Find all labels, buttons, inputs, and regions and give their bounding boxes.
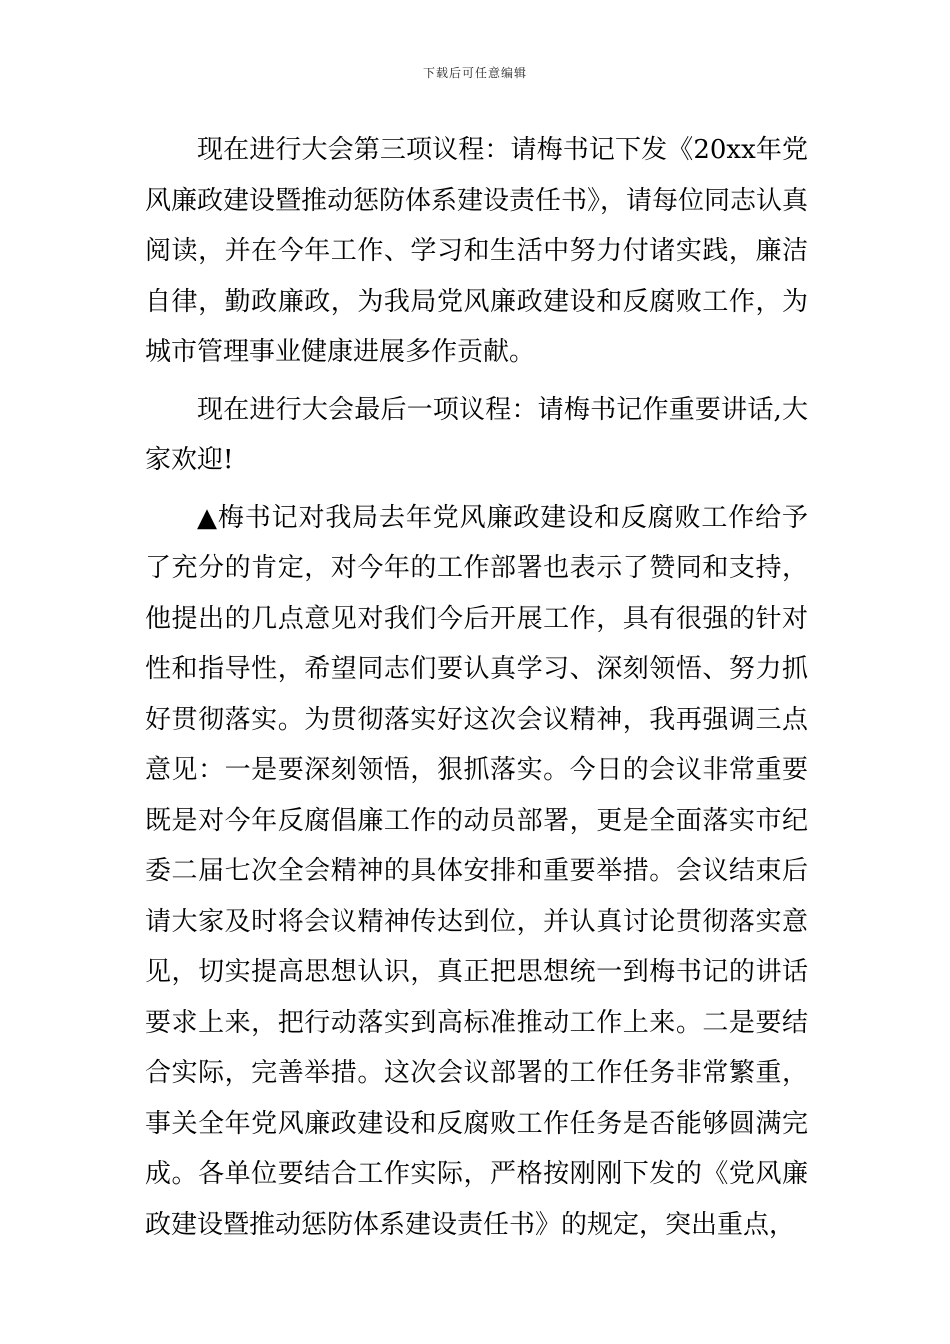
paragraph-agenda-item-three: 现在进行大会第三项议程：请梅书记下发《20xx年党风廉政建设暨推动惩防体系建设责任书》，请每位同志认真阅读，并在今年工作、学习和生活中努力付诸实践，廉洁自律，勤政廉政，为我局党风廉政建设和反腐败工作，为城市管理事业健康进展多作贡献。: [145, 135, 809, 367]
document-body: [145, 125, 808, 1250]
page-header-note: 下载后可任意编辑: [422, 66, 527, 80]
paragraph-speech: ▲梅书记对我局去年党风廉政建设和反腐败工作给予了充分的肯定，对今年的工作部署也表示了赞同和支持，他提出的几点意见对我们今后开展工作，具有很强的针对性和指导性，希望同志们要认真学习、深刻领悟、努力抓好贯彻落实。为贯彻落实好这次会议精神，我再强调三点意见：一是要深刻领悟，狠抓落实。今日的会议非常重要既是对今年反腐倡廉工作的动员部署，更是全面落实市纪委二届七次全会精神的具体安排和重要举措。会议结束后请大家及时将会议精神传达到位，并认真讨论贯彻落实意见，切实提高思想认识，真正把思想统一到梅书记的讲话要求上来，把行动落实到高标准推动工作上来。二是要结合实际，完善举措。这次会议部署的工作任务非常繁重，事关全年党风廉政建设和反腐败工作任务是否能够圆满完成。各单位要结合工作实际，严格按刚刚下发的《党风廉政建设暨推动惩防体系建设责任书》的规定，突出重点，: [145, 502, 808, 1240]
paragraph-final-agenda-item: 现在进行大会最后一项议程：请梅书记作重要讲话,大家欢迎!: [145, 394, 808, 475]
